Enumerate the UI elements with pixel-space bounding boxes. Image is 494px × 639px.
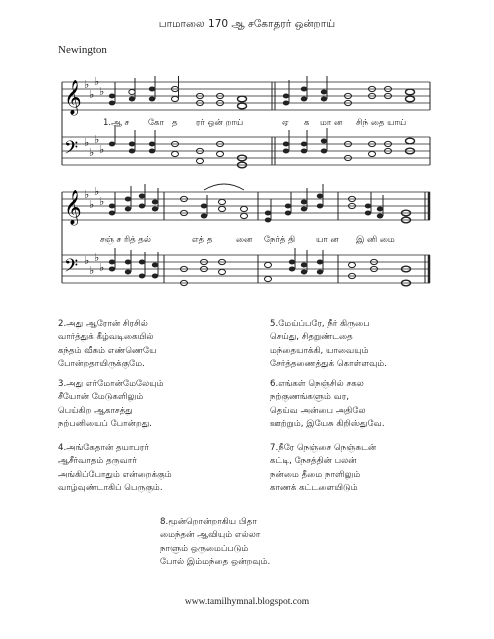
lyric-syllable: சஞ் ச ரித் தல்: [100, 235, 151, 245]
hymn-title: பாமாலை 170 ஆ சகோதரர் ஒன்றாய்: [158, 18, 336, 30]
bass-clef-icon: 𝄢: [64, 256, 79, 281]
verse-line: நன்மை தீமை நாளிலும்: [270, 469, 361, 480]
lyric-syllable: ரர் ஒன் றாய்: [196, 118, 244, 128]
footer-url: www.tamilhymnal.blogspot.com: [184, 597, 310, 607]
verse-4: [58, 442, 172, 496]
treble-clef-icon: 𝄞: [64, 190, 82, 225]
svg-text:♭: ♭: [84, 78, 90, 91]
system1-bass-staff: [62, 137, 430, 165]
key-signature-flats-icon: [84, 75, 104, 159]
verse-6: [270, 378, 385, 432]
verse-line: 3.அது எர்மோன்மேலேயும்: [58, 379, 164, 389]
verse-line: 7.நீரே நெஞ்சை நெஞ்சுடன்: [270, 443, 377, 453]
lyric-syllable: மா ன: [320, 118, 343, 128]
svg-text:♭: ♭: [94, 251, 100, 264]
verse-line: செய்து, சிதறுண்டதை: [270, 332, 353, 343]
tune-name: Newington: [58, 44, 107, 56]
system2-lyrics: [100, 235, 395, 245]
svg-text:♭: ♭: [99, 85, 105, 98]
verse-line: ஆசீர்வாதம் தருவார்: [58, 456, 137, 467]
system2-treble-staff: [62, 192, 430, 220]
verse-3: [58, 378, 164, 432]
svg-text:♭: ♭: [84, 136, 90, 149]
verse-8: [160, 516, 270, 570]
verse-line: நாளும் ஒருமைப்படும்: [160, 543, 249, 554]
verse-line: கந்தம் வீசும் எண்ணெயே: [58, 345, 157, 356]
verse-line: கட்டி, நேசத்தின் பலன்: [270, 456, 357, 467]
svg-text:♭: ♭: [89, 198, 95, 211]
lyric-syllable: யா ன: [316, 235, 339, 245]
svg-text:♭: ♭: [89, 264, 95, 277]
verse-line: 8.மூன்றொன்றாகிய பிதா: [160, 517, 257, 527]
svg-text:♭: ♭: [99, 143, 105, 156]
lyric-syllable: த: [172, 118, 178, 128]
lyric-syllable: நேர்த் தி: [264, 235, 296, 245]
verse-line: அங்கிப்போதும் என்றைக்கும்: [58, 469, 172, 480]
svg-text:♭: ♭: [84, 188, 90, 201]
verse-line: போன்றதாயிருக்குமே.: [58, 359, 145, 370]
verse-2: [58, 318, 156, 372]
verse-5: [270, 318, 387, 372]
verse-line: போல் இம்மந்தை ஒன்றவும்.: [160, 557, 271, 568]
lyric-syllable: கோ: [148, 118, 164, 128]
lyric-syllable: னை: [236, 235, 253, 245]
verse-line: 2.அது ஆரோன் சிரசில்: [58, 319, 148, 329]
verse-line: வார்த்துக் கீழ்வடிகையில்: [58, 332, 154, 343]
verse-line: காணக் கட்டளையிடும்: [270, 483, 358, 494]
svg-text:♭: ♭: [94, 133, 100, 146]
verse-line: மைந்தன் ஆவியும் எல்லா: [160, 530, 261, 541]
system1-treble-notes: [109, 76, 415, 109]
lyric-syllable: ஏ: [282, 118, 289, 128]
verse-line: சீயோன் மேடுகளிலும்: [58, 392, 144, 403]
verse-line: சேர்த்தணைத்துக் கொள்ளவும்.: [270, 359, 387, 370]
verse-line: தெய்வ அன்பை அதிலே: [270, 405, 366, 416]
verse-line: 6.எங்கள் நெஞ்சில் சகல: [270, 379, 364, 389]
verse-7: [270, 442, 376, 496]
lyric-syllable: 1.ஆ ச: [103, 118, 130, 128]
verse-line: பெய்கிற ஆகாசத்து: [58, 405, 133, 416]
svg-text:♭: ♭: [99, 261, 105, 274]
music-score: [0, 0, 494, 310]
slur-icon: [204, 184, 244, 190]
svg-text:♭: ♭: [94, 185, 100, 198]
svg-text:♭: ♭: [84, 254, 90, 267]
svg-text:♭: ♭: [89, 146, 95, 159]
verse-line: நற்குணங்களும் வர,: [270, 392, 350, 403]
verse-line: மந்தையாக்கி, யாவையும்: [270, 345, 369, 356]
bass-clef-icon: 𝄢: [64, 138, 79, 163]
key-signature-flats-icon: [84, 185, 104, 277]
system2-bass-notes: [109, 248, 411, 286]
verse-line: நற்பனியைப் போன்றது.: [58, 419, 153, 430]
system1-lyrics: [103, 118, 406, 128]
treble-clef-icon: 𝄞: [64, 80, 82, 115]
svg-text:♭: ♭: [89, 88, 95, 101]
lyric-syllable: க: [304, 118, 310, 128]
svg-text:♭: ♭: [99, 195, 105, 208]
lyric-syllable: எத் த: [192, 235, 213, 245]
verse-line: 5.மேய்ப்பரே, நீர் கிருபை: [270, 319, 370, 329]
system1-bass-notes: [109, 125, 415, 168]
svg-text:♭: ♭: [94, 75, 100, 88]
lyric-syllable: இ னி மை: [356, 235, 395, 245]
verse-line: வாழ்வுண்டாகிப் பெருகும்.: [58, 483, 163, 494]
verse-line: 4.அங்கேதான் தயாபரர்: [58, 443, 149, 453]
lyric-syllable: சிந் தை யாய்: [356, 118, 407, 128]
system2-treble-notes: [109, 184, 411, 223]
verse-line: ஊற்றும், இயேசு கிறிஸ்துவே.: [270, 419, 385, 430]
